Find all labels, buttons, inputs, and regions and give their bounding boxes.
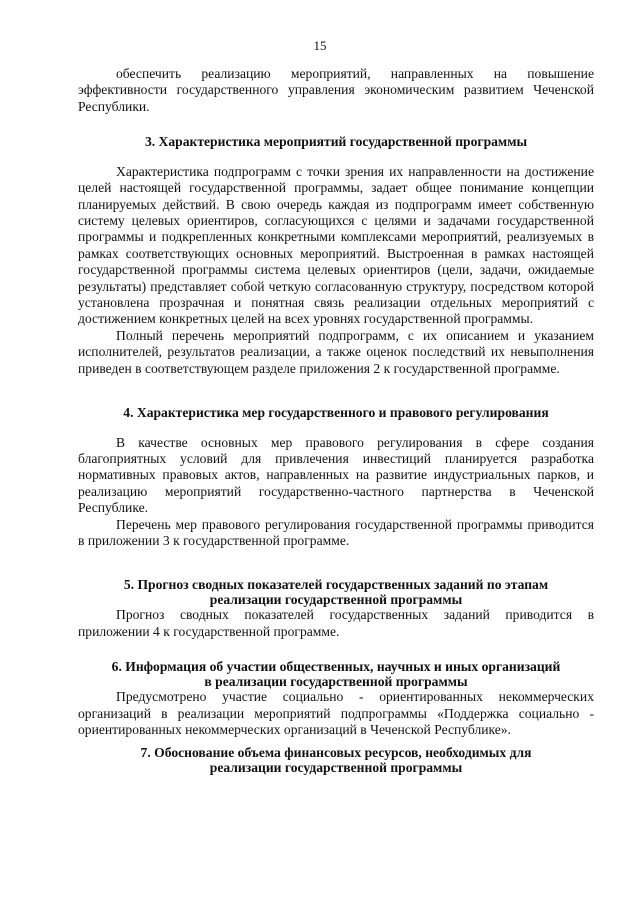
section-4-paragraph-2: Перечень мер правового регулирования государственной программы приводится в приложении 3 к государственной программе.: [78, 516, 594, 548]
section-6-heading-line-2: в реализации государственной программы: [204, 673, 468, 689]
section-4-heading: 4. Характеристика мер государственного и правового регулирования: [123, 405, 549, 420]
page-number: 15: [313, 38, 327, 53]
section-6-heading: [78, 660, 594, 689]
section-5-paragraph-1: Прогноз сводных показателей государственных заданий приводится в приложении 4 к государственной программе.: [78, 607, 594, 639]
section-3-paragraph-2: Полный перечень мероприятий подпрограмм, с их описанием и указанием исполнителей, результатов реализации, а также оценок последствий их невыполнения приведен в соответствующем разделе приложения 2 к государственной программе.: [78, 327, 594, 376]
section-6-paragraph-1: Предусмотрено участие социально - ориентированных некоммерческих организаций в реализации мероприятий подпрограммы «Поддержка социально - ориентированных некоммерческих организаций в Чеченской Республике».: [78, 689, 594, 737]
section-4-paragraph-1: В качестве основных мер правового регулирования в сфере создания благоприятных условий для привлечения инвестиций планируется разработка нормативных правовых актов, направленных на развитие индустриальных парков, и реализацию мероприятий государственно-частного партнерства в Чеченской Республике.: [78, 434, 594, 516]
section-3-heading: 3. Характеристика мероприятий государственной программы: [144, 134, 528, 150]
intro-paragraph: обеспечить реализацию мероприятий, направленных на повышение эффективности государственного управления экономическим развитием Чеченской Республики.: [78, 66, 594, 114]
section-7-heading: [78, 746, 594, 775]
section-6-heading-line-1: 6. Информация об участии общественных, научных и иных организаций: [111, 659, 561, 675]
section-5-heading-line-2: реализации государственной программы: [209, 591, 463, 607]
section-7-heading-line-2: реализации государственной программы: [209, 759, 463, 775]
section-3-paragraph-1: Характеристика подпрограмм с точки зрения их направленности на достижение целей настоящей государственной программы, задает общее понимание концепции планируемых действий. В свою очередь каждая из подпрограмм имеет собственную систему целевых ориентиров, согласующихся с целями и задачами государственной программы и подкрепленных конкретными комплексами мероприятий, реализуемых в рамках соответствующих основных мероприятий. Выстроенная в рамках настоящей государственной программы система целевых ориентиров (цели, задачи, ожидаемые результаты) представляет собой четкую согласованную структуру, посредством которой установлена прозрачная и понятная связь реализации отдельных мероприятий с достижением конкретных целей на всех уровнях государственной программы.: [78, 163, 594, 327]
section-7-heading-line-1: 7. Обоснование объема финансовых ресурсов, необходимых для: [140, 745, 532, 761]
document-body: [78, 66, 594, 775]
section-5-heading-line-1: 5. Прогноз сводных показателей государственных заданий по этапам: [123, 577, 549, 593]
section-5-heading: [78, 578, 594, 607]
